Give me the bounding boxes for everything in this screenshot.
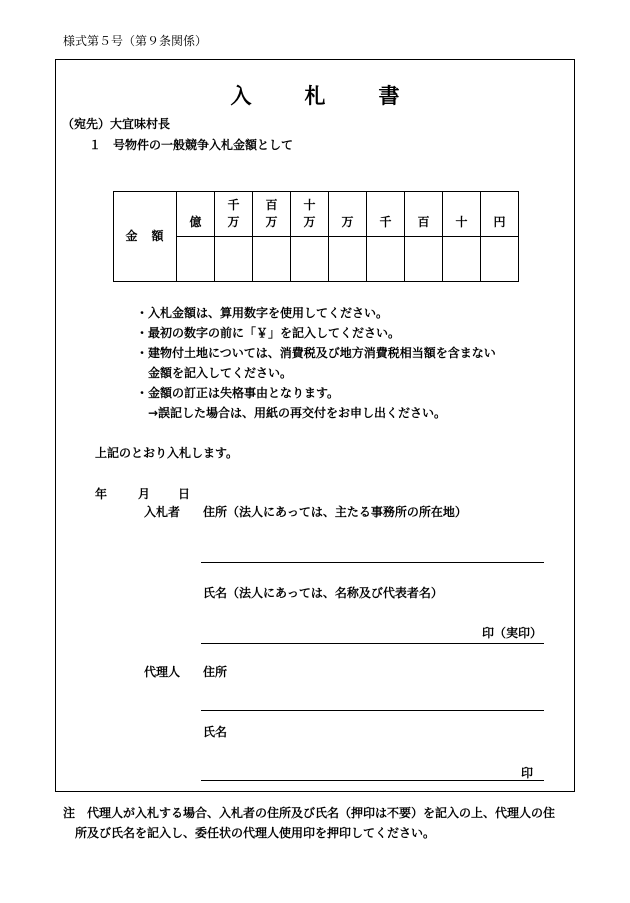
- bidder-name-label: 氏名（法人にあっては、名称及び代表者名）: [203, 586, 443, 600]
- date-year: 年: [95, 487, 108, 501]
- agent-label: 代理人: [144, 665, 181, 679]
- amount-cell[interactable]: [443, 237, 481, 282]
- bidder-address-line[interactable]: [201, 562, 544, 563]
- agent-address-label: 住所: [203, 665, 228, 679]
- footnote-line: 注 代理人が入札する場合、入札者の住所及び氏名（押印は不要）を記入の上、代理人の住: [63, 806, 556, 820]
- unit-bottom: 百: [417, 215, 430, 229]
- unit-bottom: 億: [189, 215, 202, 229]
- agent-name-label: 氏名: [203, 725, 228, 739]
- unit-header: [443, 192, 481, 237]
- amount-cell[interactable]: [481, 237, 519, 282]
- unit-header: [481, 192, 519, 237]
- unit-header: [367, 192, 405, 237]
- unit-top: 百: [265, 198, 278, 213]
- unit-bottom: 万: [265, 215, 278, 229]
- unit-bottom: 万: [341, 215, 354, 229]
- unit-header: [253, 192, 291, 237]
- note-item: ・金額の訂正は失格事由となります。: [136, 386, 340, 400]
- unit-header: [291, 192, 329, 237]
- unit-top: 千: [227, 198, 240, 213]
- date-month: 月: [138, 487, 151, 501]
- unit-bottom: 万: [227, 215, 240, 229]
- note-item: →誤記した場合は、用紙の再交付をお申し出ください。: [136, 406, 447, 420]
- unit-header: [177, 192, 215, 237]
- footnote-line: 所及び氏名を記入し、委任状の代理人使用印を押印してください。: [63, 826, 436, 840]
- bidder-seal: 印（実印）: [482, 626, 543, 640]
- unit-bottom: 円: [493, 215, 506, 229]
- amount-label: 金 額: [114, 192, 177, 282]
- amount-table: [113, 191, 519, 282]
- amount-cell[interactable]: [177, 237, 215, 282]
- unit-bottom: 十: [455, 215, 468, 229]
- unit-top: 十: [303, 198, 316, 213]
- addressee: （宛先）大宜味村長: [62, 117, 171, 131]
- bidder-name-line[interactable]: [201, 643, 544, 644]
- agent-name-line[interactable]: [201, 780, 544, 781]
- bid-form-frame: [55, 59, 575, 792]
- date-day: 日: [178, 487, 191, 501]
- amount-cell[interactable]: [253, 237, 291, 282]
- unit-header: [329, 192, 367, 237]
- note-item: ・建物付土地については、消費税及び地方消費税相当額を含まない: [136, 346, 496, 360]
- form-number: 様式第５号（第９条関係）: [63, 34, 208, 48]
- unit-header: [405, 192, 443, 237]
- agent-address-line[interactable]: [201, 710, 544, 711]
- note-item: ・最初の数字の前に「￥」を記入してください。: [136, 326, 401, 340]
- note-item: 金額を記入してください。: [136, 366, 293, 380]
- declaration: 上記のとおり入札します。: [95, 446, 239, 460]
- property-line: １ 号物件の一般競争入札金額として: [89, 138, 294, 152]
- document-title: 入 札 書: [230, 84, 416, 108]
- amount-cell[interactable]: [367, 237, 405, 282]
- amount-cell[interactable]: [329, 237, 367, 282]
- bidder-address-label: 住所（法人にあっては、主たる事務所の所在地）: [203, 505, 467, 519]
- bidder-label: 入札者: [144, 505, 181, 519]
- amount-cell[interactable]: [215, 237, 253, 282]
- note-item: ・入札金額は、算用数字を使用してください。: [136, 306, 389, 320]
- agent-seal: 印: [521, 766, 534, 780]
- unit-header: [215, 192, 253, 237]
- amount-cell[interactable]: [405, 237, 443, 282]
- amount-cell[interactable]: [291, 237, 329, 282]
- unit-bottom: 万: [303, 215, 316, 229]
- unit-bottom: 千: [379, 215, 392, 229]
